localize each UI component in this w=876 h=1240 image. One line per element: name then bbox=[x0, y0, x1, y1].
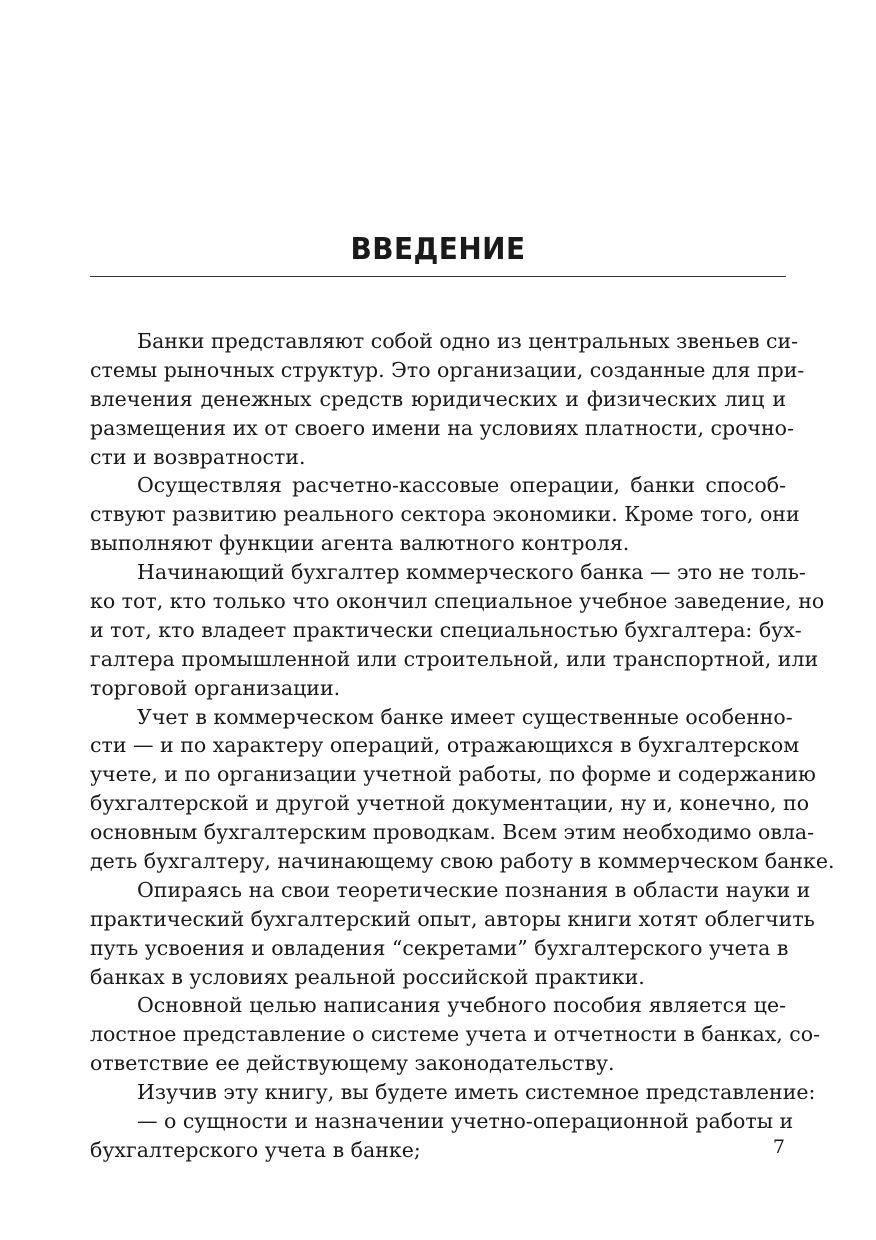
text-line: галтера промышленной или строительной, или транспортной, или bbox=[90, 646, 819, 671]
text-line: влечения денежных средств юридических и физических лиц и bbox=[90, 386, 786, 411]
text-line: выполняют функции агента валютного контроля. bbox=[90, 531, 630, 556]
text-line: ко тот, кто только что окончил специальное учебное заведение, но bbox=[90, 589, 825, 614]
text-line: ствуют развитию реального сектора экономики. Кроме того, они bbox=[90, 502, 800, 527]
text-line: бухгалтерской и другой учетной документации, ну и, конечно, по bbox=[90, 791, 810, 816]
text-line: банках в условиях реальной российской практики. bbox=[90, 964, 645, 989]
list-item-line: — о сущности и назначении учетно-операционной работы и bbox=[137, 1109, 794, 1134]
text-line: стемы рыночных структур. Это организации, созданные для при- bbox=[90, 357, 805, 382]
text-line: сти и возвратности. bbox=[90, 444, 306, 469]
body-text bbox=[90, 327, 835, 1165]
text-line: основным бухгалтерским проводкам. Всем этим необходимо овла- bbox=[90, 820, 815, 845]
text-line: Основной целью написания учебного пособия является це- bbox=[137, 993, 786, 1018]
text-line: размещения их от своего имени на условиях платности, срочно- bbox=[90, 415, 794, 440]
text-line: Осуществляя расчетно-кассовые операции, банки способ- bbox=[137, 473, 786, 498]
text-line: Учет в коммерческом банке имеет существенные особенно- bbox=[137, 704, 793, 729]
page-title: ВВЕДЕНИЕ bbox=[350, 232, 526, 267]
text-line: Изучив эту книгу, вы будете иметь системное представление: bbox=[137, 1080, 816, 1105]
text-line: Банки представляют собой одно из центральных звеньев си- bbox=[137, 329, 799, 353]
text-line: учете, и по организации учетной работы, по форме и содержанию bbox=[90, 762, 816, 787]
text-line: Начинающий бухгалтер коммерческого банка — это не толь- bbox=[137, 560, 806, 585]
text-line: практический бухгалтерский опыт, авторы книги хотят облегчить bbox=[90, 906, 815, 931]
text-line: ответствие ее действующему законодательству. bbox=[90, 1051, 615, 1076]
text-line: деть бухгалтеру, начинающему свою работу в коммерческом банке. bbox=[90, 849, 835, 874]
text-line: Опираясь на свои теоретические познания в области науки и bbox=[137, 877, 811, 902]
text-line: и тот, кто владеет практически специальностью бухгалтера: бух- bbox=[90, 617, 802, 642]
page-number: 7 bbox=[772, 1136, 785, 1158]
text-line: лостное представление о системе учета и отчетности в банках, со- bbox=[90, 1022, 821, 1047]
title-divider bbox=[90, 276, 786, 277]
text-line: путь усвоения и овладения “секретами” бухгалтерского учета в bbox=[90, 935, 789, 960]
text-line: торговой организации. bbox=[90, 675, 341, 700]
list-item-line: бухгалтерского учета в банке; bbox=[90, 1137, 421, 1162]
text-line: сти — и по характеру операций, отражающихся в бухгалтерском bbox=[90, 733, 800, 758]
